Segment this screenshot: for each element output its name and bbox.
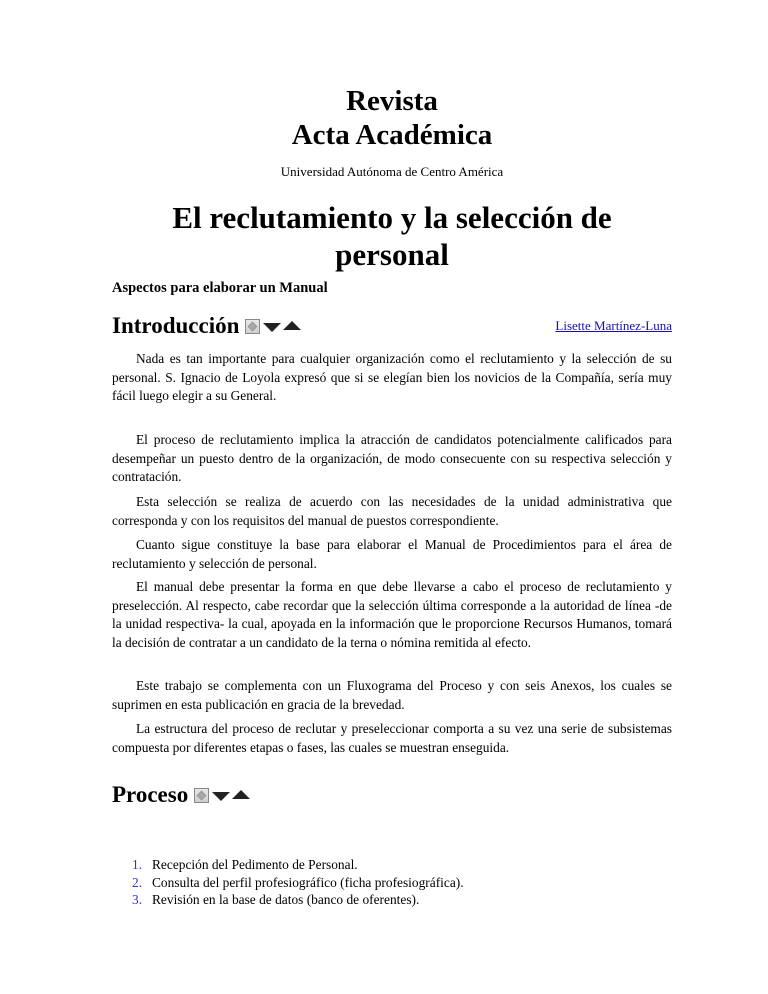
list-item: [132, 856, 464, 874]
toc-box-icon[interactable]: [194, 788, 209, 803]
paragraph: El proceso de reclutamiento implica la atracción de candidatos potencialmente calificados para desempeñar un puesto dentro de la organización, de modo consecuente con su respectiva selección y contratación.: [112, 432, 672, 485]
list-item: [132, 891, 464, 909]
university-name: Universidad Autónoma de Centro América: [280, 164, 504, 179]
journal-title-line2: Acta Académica: [291, 119, 493, 151]
paragraph: Nada es tan importante para cualquier organización como el reclutamiento y la selección de su personal. S. Ignacio de Loyola expresó que si se elegían bien los novicios de la Compañía, sería muy fácil luego elegir a su General.: [112, 351, 672, 404]
section-nav-icons: [245, 319, 301, 334]
next-section-icon[interactable]: [212, 792, 230, 801]
next-section-icon[interactable]: [263, 323, 281, 332]
paragraph: Cuanto sigue constituye la base para elaborar el Manual de Procedimientos para el área de reclutamiento y selección de personal.: [112, 537, 672, 571]
list-item-text: Recepción del Pedimento de Personal.: [152, 857, 358, 872]
article-subtitle: Aspectos para elaborar un Manual: [112, 280, 328, 296]
paragraph: Esta selección se realiza de acuerdo con las necesidades de la unidad administrativa que corresponda y con los requisitos del manual de puestos correspondiente.: [112, 494, 672, 528]
list-item-number: 3.: [132, 892, 143, 907]
section-heading-text: Proceso: [112, 782, 189, 807]
list-item-text: Revisión en la base de datos (banco de oferentes).: [152, 892, 420, 907]
article-title: El reclutamiento y la selección de personal: [172, 200, 612, 272]
section-heading-text: Introducción: [112, 313, 240, 338]
list-item-number: 1.: [132, 857, 143, 872]
list-item-text: Consulta del perfil profesiográfico (ficha profesiográfica).: [152, 874, 464, 890]
toc-box-icon[interactable]: [245, 319, 260, 334]
section-nav-icons: [194, 788, 250, 803]
section-heading-introduccion: [112, 312, 301, 340]
section-heading-proceso: [112, 781, 250, 809]
journal-title: [112, 84, 672, 152]
journal-title-line1: Revista: [346, 85, 438, 117]
previous-section-icon[interactable]: [232, 790, 250, 799]
paragraph: Este trabajo se complementa con un Fluxograma del Proceso y con seis Anexos, los cuales se suprimen en esta publicación en gracia de la brevedad.: [112, 678, 672, 712]
author-link[interactable]: Lisette Martínez-Luna: [555, 318, 672, 333]
paragraph: El manual debe presentar la forma en que debe llevarse a cabo el proceso de reclutamiento y preselección. Al respecto, cabe recordar que la selección última corresponde a la autoridad de línea -de la unidad respectiva- la cual, apoyada en la información que le proporcione Recursos Humanos, tomará la decisión de contratar a un candidato de la terna o nómina remitida al efecto.: [112, 579, 672, 651]
paragraph: La estructura del proceso de reclutar y preseleccionar comporta a su vez una serie de subsistemas compuesta por diferentes etapas o fases, las cuales se muestran enseguida.: [112, 721, 672, 755]
process-steps-list: [112, 856, 464, 909]
previous-section-icon[interactable]: [283, 321, 301, 330]
list-item-number: 2.: [132, 874, 143, 890]
list-item: [132, 874, 464, 892]
